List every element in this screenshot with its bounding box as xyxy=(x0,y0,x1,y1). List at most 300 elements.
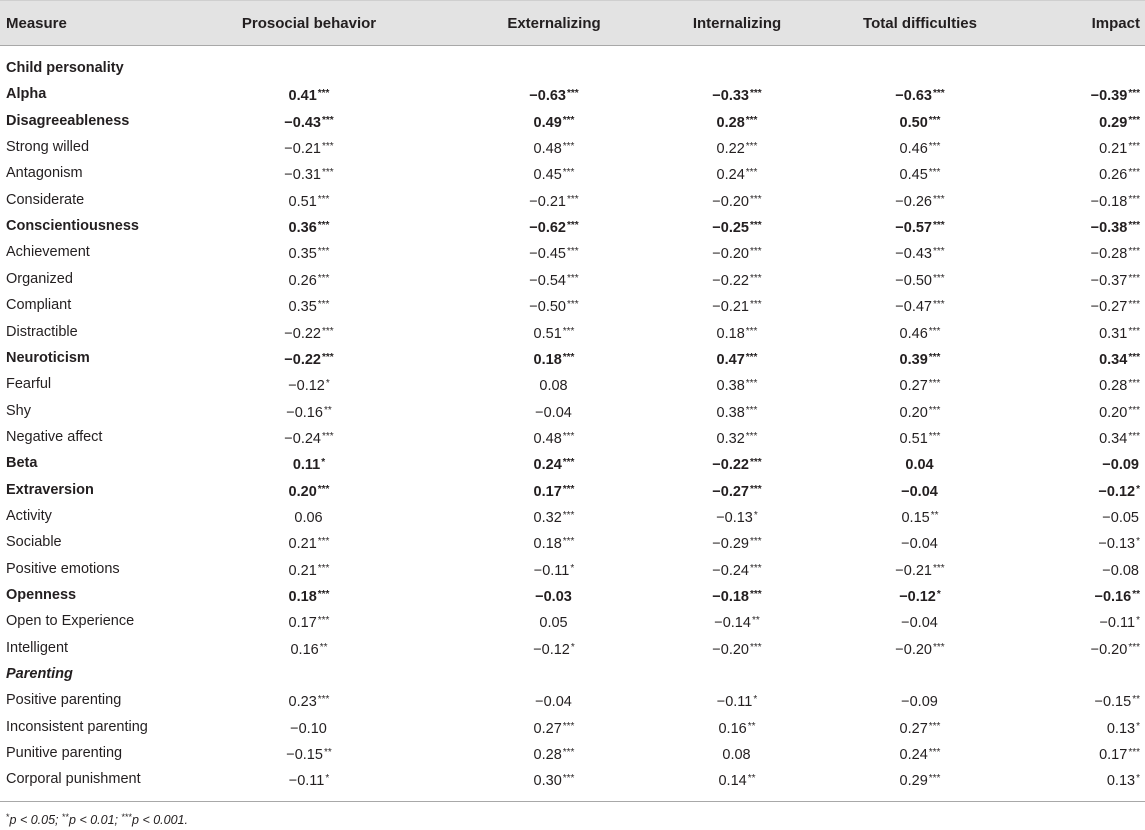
correlation-value: 0.27 xyxy=(899,378,928,395)
correlation-value: −0.31 xyxy=(284,167,321,184)
value-cell xyxy=(637,766,837,792)
value-group xyxy=(895,81,944,109)
table-row xyxy=(0,477,1145,503)
correlation-value: 0.32 xyxy=(716,430,745,447)
table-footnote xyxy=(6,809,188,828)
correlation-value: −0.04 xyxy=(901,483,938,500)
correlation-value: −0.54 xyxy=(529,272,566,289)
value-group xyxy=(534,529,575,557)
value-cell xyxy=(637,239,837,265)
correlation-value: −0.20 xyxy=(1090,641,1128,658)
measure-label: Antagonism xyxy=(6,165,83,182)
value-cell xyxy=(214,292,404,318)
value-cell xyxy=(1000,213,1140,239)
value-group xyxy=(289,187,330,215)
correlation-value: 0.17 xyxy=(288,615,317,632)
significance-stars: * xyxy=(325,378,330,390)
section-row xyxy=(0,661,1145,687)
value-group xyxy=(1099,424,1140,452)
value-cell xyxy=(637,424,837,450)
value-cell xyxy=(214,213,404,239)
value-cell xyxy=(214,187,404,213)
value-group xyxy=(289,556,330,584)
value-group xyxy=(290,635,327,663)
correlation-value: −0.24 xyxy=(284,430,321,447)
value-cell xyxy=(214,477,404,503)
value-cell xyxy=(1000,556,1140,582)
measure-label: Sociable xyxy=(6,534,62,551)
value-group xyxy=(712,635,761,663)
correlation-value: 0.21 xyxy=(1099,141,1128,158)
significance-stars: *** xyxy=(745,325,758,337)
significance-stars: *** xyxy=(1128,378,1140,390)
value-group xyxy=(284,108,333,136)
significance-stars: *** xyxy=(562,430,575,442)
value-cell xyxy=(818,687,1022,713)
value-cell xyxy=(214,266,404,292)
correlation-value: 0.29 xyxy=(899,773,928,790)
value-group xyxy=(900,345,941,373)
correlation-value: −0.20 xyxy=(712,641,749,658)
value-group xyxy=(1099,108,1140,136)
table-row xyxy=(0,740,1145,766)
significance-stars: *** xyxy=(750,589,762,600)
value-group xyxy=(1107,766,1140,794)
significance-stars: *** xyxy=(1128,88,1140,100)
value-cell xyxy=(637,450,837,476)
correlation-value: 0.20 xyxy=(899,404,928,421)
significance-stars: *** xyxy=(322,351,334,363)
measure-label: Neuroticism xyxy=(6,349,90,366)
significance-stars: *** xyxy=(1128,641,1140,653)
correlation-value: 0.49 xyxy=(533,114,562,131)
significance-stars: *** xyxy=(933,246,945,258)
correlation-value: 0.36 xyxy=(288,220,317,237)
correlation-value: −0.39 xyxy=(1090,88,1128,105)
significance-stars: * xyxy=(1136,720,1140,732)
correlation-value: 0.05 xyxy=(539,615,568,632)
significance-stars: *** xyxy=(562,483,575,495)
value-group xyxy=(289,608,330,636)
correlation-value: −0.22 xyxy=(284,351,321,368)
correlation-value: 0.26 xyxy=(288,272,317,289)
measure-label: Activity xyxy=(6,507,52,524)
value-group xyxy=(712,450,761,478)
value-group xyxy=(1095,687,1141,715)
table-row xyxy=(0,213,1145,239)
value-group xyxy=(539,608,568,636)
significance-stars: *** xyxy=(317,536,330,548)
measure-label: Achievement xyxy=(6,244,90,261)
measure-label: Punitive parenting xyxy=(6,745,123,762)
significance-stars: *** xyxy=(750,536,762,548)
value-cell xyxy=(1000,134,1140,160)
significance-stars: *** xyxy=(928,114,941,126)
value-cell xyxy=(637,371,837,397)
value-group xyxy=(895,266,944,294)
significance-stars: *** xyxy=(750,483,762,495)
significance-stars: *** xyxy=(317,483,330,495)
value-group xyxy=(895,292,944,320)
correlation-value: −0.12 xyxy=(533,641,570,658)
value-group xyxy=(1091,292,1140,320)
significance-stars: *** xyxy=(750,88,762,100)
correlation-value: 0.35 xyxy=(288,246,317,263)
value-group xyxy=(534,160,575,188)
value-cell xyxy=(818,424,1022,450)
significance-stars: *** xyxy=(317,88,330,100)
measure-label: Child personality xyxy=(6,60,124,76)
significance-stars: *** xyxy=(317,299,330,311)
correlation-value: 0.27 xyxy=(533,720,562,737)
correlation-value: 0.30 xyxy=(533,773,562,790)
value-group xyxy=(1095,582,1141,610)
value-group xyxy=(1098,529,1140,557)
correlation-value: −0.43 xyxy=(284,114,321,131)
significance-stars: *** xyxy=(317,562,330,574)
correlation-value: −0.12 xyxy=(899,589,936,605)
value-cell xyxy=(453,292,655,318)
value-group xyxy=(905,450,934,478)
significance-stars: *** xyxy=(322,114,334,126)
value-cell xyxy=(1000,292,1140,318)
significance-stars: *** xyxy=(317,220,330,232)
value-group xyxy=(717,134,758,162)
correlation-value: 0.45 xyxy=(899,167,928,184)
measure-label: Organized xyxy=(6,270,73,287)
significance-stars: *** xyxy=(567,193,579,205)
correlation-value: −0.50 xyxy=(895,272,932,289)
value-group xyxy=(289,239,330,267)
significance-stars: *** xyxy=(745,430,758,442)
value-group xyxy=(712,556,761,584)
value-group xyxy=(722,740,751,768)
correlation-value: 0.41 xyxy=(288,88,317,105)
value-group xyxy=(284,319,333,347)
significance-stars: ** xyxy=(1132,694,1140,706)
header-internalizing: Internalizing xyxy=(692,15,782,32)
significance-stars: ** xyxy=(323,747,332,759)
value-group xyxy=(529,213,578,241)
value-cell xyxy=(214,371,404,397)
significance-stars: *** xyxy=(750,299,762,311)
correlation-value: −0.12 xyxy=(1098,483,1136,500)
value-cell xyxy=(818,266,1022,292)
significance-stars: *** xyxy=(317,694,330,706)
significance-stars: *** xyxy=(933,88,945,100)
significance-stars: *** xyxy=(750,641,762,653)
value-cell xyxy=(1000,160,1140,186)
value-group xyxy=(289,81,330,109)
measure-label: Compliant xyxy=(6,297,72,314)
measure-label: Openness xyxy=(6,587,77,603)
value-group xyxy=(901,529,939,557)
value-cell xyxy=(1000,319,1140,345)
significance-stars: *** xyxy=(745,378,758,390)
correlation-value: 0.13 xyxy=(1106,773,1136,790)
value-cell xyxy=(818,398,1022,424)
correlation-value: 0.21 xyxy=(288,562,317,579)
value-cell xyxy=(214,503,404,529)
correlation-value: −0.43 xyxy=(895,246,932,263)
measure-label: Distractible xyxy=(6,323,78,340)
correlation-value: 0.18 xyxy=(533,536,562,553)
value-group xyxy=(290,714,328,742)
value-cell xyxy=(818,108,1022,134)
significance-stars: *** xyxy=(933,272,945,284)
measure-label: Inconsistent parenting xyxy=(6,718,148,735)
significance-stars: *** xyxy=(562,747,575,759)
value-cell xyxy=(818,714,1022,740)
bottom-rule xyxy=(0,801,1145,802)
correlation-value: −0.11 xyxy=(288,773,325,790)
value-group xyxy=(535,582,573,610)
correlation-value: −0.45 xyxy=(529,246,566,263)
value-group xyxy=(717,319,758,347)
value-cell xyxy=(214,108,404,134)
measure-label: Disagreeableness xyxy=(6,112,130,129)
correlation-value: 0.08 xyxy=(539,378,568,395)
value-cell xyxy=(1000,766,1140,792)
value-group xyxy=(289,529,330,557)
value-cell xyxy=(1000,608,1140,634)
value-group xyxy=(901,477,939,505)
value-group xyxy=(717,371,758,399)
significance-stars: ** xyxy=(930,509,939,521)
value-group xyxy=(535,398,573,426)
correlation-value: −0.63 xyxy=(895,88,932,105)
value-cell xyxy=(214,160,404,186)
significance-stars: *** xyxy=(317,272,330,284)
table-row xyxy=(0,503,1145,529)
correlation-value: 0.20 xyxy=(288,483,317,500)
significance-stars: *** xyxy=(750,220,762,232)
correlation-value: 0.29 xyxy=(1099,114,1128,131)
correlation-value: −0.20 xyxy=(712,193,749,210)
significance-stars: *** xyxy=(562,114,575,126)
header-measure: Measure xyxy=(6,15,67,32)
value-cell xyxy=(637,134,837,160)
value-cell xyxy=(453,398,655,424)
value-cell xyxy=(214,319,404,345)
correlation-value: −0.22 xyxy=(712,457,749,474)
significance-stars: *** xyxy=(1128,246,1140,258)
significance-stars: *** xyxy=(928,404,941,416)
value-group xyxy=(284,424,333,452)
significance-stars: * xyxy=(570,562,575,574)
table-row xyxy=(0,160,1145,186)
correlation-value: −0.50 xyxy=(529,299,566,316)
significance-stars: *** xyxy=(1128,430,1140,442)
value-cell xyxy=(818,319,1022,345)
value-cell xyxy=(214,635,404,661)
value-cell xyxy=(637,266,837,292)
value-cell xyxy=(818,292,1022,318)
significance-stars: *** xyxy=(928,325,941,337)
value-group xyxy=(534,345,575,373)
correlation-value: −0.09 xyxy=(1102,457,1139,474)
value-cell xyxy=(818,160,1022,186)
correlation-value: 0.23 xyxy=(288,694,317,711)
value-cell xyxy=(637,398,837,424)
correlation-value: 0.50 xyxy=(899,114,928,131)
significance-stars: * xyxy=(1136,615,1140,627)
value-group xyxy=(529,81,578,109)
correlation-value: 0.04 xyxy=(905,457,934,474)
correlation-value: −0.12 xyxy=(288,378,325,395)
value-cell xyxy=(453,635,655,661)
value-group xyxy=(534,108,575,136)
header-prosocial: Prosocial behavior xyxy=(241,15,377,32)
value-group xyxy=(712,187,761,215)
value-cell xyxy=(637,582,837,608)
value-group xyxy=(529,266,578,294)
value-cell xyxy=(637,740,837,766)
value-cell xyxy=(637,81,837,107)
value-group xyxy=(286,398,332,426)
measure-label: Extraversion xyxy=(6,481,94,498)
footnote-text-1: p < 0.05; xyxy=(9,813,62,827)
value-group xyxy=(539,371,568,399)
table-row xyxy=(0,687,1145,713)
value-group xyxy=(717,345,758,373)
footnote-text-3: p < 0.001. xyxy=(132,813,188,827)
correlation-value: −0.62 xyxy=(529,220,566,237)
value-group xyxy=(717,398,758,426)
header-total-difficulties: Total difficulties xyxy=(863,15,977,32)
correlation-value: 0.38 xyxy=(716,404,745,421)
value-cell xyxy=(453,319,655,345)
value-group xyxy=(289,213,330,241)
value-cell xyxy=(818,608,1022,634)
value-cell xyxy=(214,239,404,265)
value-group xyxy=(718,766,755,794)
correlation-value: −0.33 xyxy=(712,88,749,105)
value-group xyxy=(289,687,330,715)
significance-stars: *** xyxy=(750,562,762,574)
value-cell xyxy=(637,477,837,503)
correlation-value: 0.11 xyxy=(292,457,321,474)
value-cell xyxy=(1000,371,1140,397)
value-group xyxy=(900,766,941,794)
significance-stars: *** xyxy=(928,351,941,363)
correlation-value: −0.29 xyxy=(712,536,749,553)
significance-stars: *** xyxy=(750,246,762,258)
value-cell xyxy=(214,398,404,424)
table-row xyxy=(0,529,1145,555)
table-row xyxy=(0,450,1145,476)
significance-stars: *** xyxy=(567,246,579,258)
value-group xyxy=(900,714,941,742)
measure-label: Fearful xyxy=(6,376,52,393)
significance-stars: *** xyxy=(933,641,945,653)
correlation-value: 0.18 xyxy=(288,589,317,605)
correlation-value: 0.51 xyxy=(899,430,928,447)
value-group xyxy=(1102,450,1140,478)
correlation-value: 0.51 xyxy=(533,325,562,342)
correlation-value: −0.26 xyxy=(895,193,932,210)
value-group xyxy=(529,187,578,215)
measure-label: Alpha xyxy=(6,86,47,103)
correlation-value: −0.47 xyxy=(895,299,932,316)
value-cell xyxy=(637,503,837,529)
significance-stars: ** xyxy=(319,641,328,653)
value-cell xyxy=(214,81,404,107)
value-cell xyxy=(637,345,837,371)
value-group xyxy=(289,766,330,794)
value-group xyxy=(286,740,332,768)
correlation-value: 0.28 xyxy=(1099,378,1128,395)
correlation-value: 0.39 xyxy=(899,351,928,368)
correlation-value: 0.46 xyxy=(899,325,928,342)
value-cell xyxy=(1000,266,1140,292)
value-cell xyxy=(1000,635,1140,661)
value-cell xyxy=(214,687,404,713)
value-cell xyxy=(637,187,837,213)
value-group xyxy=(534,134,575,162)
correlation-value: 0.27 xyxy=(899,720,928,737)
value-group xyxy=(712,477,761,505)
value-group xyxy=(534,503,575,531)
value-group xyxy=(895,239,944,267)
table-row xyxy=(0,266,1145,292)
value-cell xyxy=(637,714,837,740)
significance-stars: ** xyxy=(751,615,760,627)
value-cell xyxy=(1000,239,1140,265)
measure-label: Corporal punishment xyxy=(6,771,141,788)
value-cell xyxy=(453,424,655,450)
correlation-value: −0.27 xyxy=(712,483,749,500)
significance-stars: *** xyxy=(928,430,941,442)
significance-stars: * xyxy=(753,509,758,521)
value-group xyxy=(289,582,330,610)
table-row xyxy=(0,371,1145,397)
value-group xyxy=(534,450,575,478)
significance-stars: *** xyxy=(928,720,941,732)
significance-stars: *** xyxy=(562,457,575,469)
significance-stars: *** xyxy=(562,536,575,548)
value-cell xyxy=(818,81,1022,107)
significance-stars: *** xyxy=(562,167,575,179)
value-group xyxy=(900,371,941,399)
value-cell xyxy=(637,108,837,134)
correlation-value: −0.14 xyxy=(714,615,751,632)
measure-label: Positive emotions xyxy=(6,560,120,577)
significance-stars: *** xyxy=(1128,351,1140,363)
table-row xyxy=(0,108,1145,134)
correlation-value: −0.20 xyxy=(712,246,749,263)
correlation-value: 0.20 xyxy=(1099,404,1128,421)
value-group xyxy=(533,635,575,663)
value-group xyxy=(717,160,758,188)
significance-stars: *** xyxy=(317,246,330,258)
value-cell xyxy=(637,292,837,318)
measure-label: Open to Experience xyxy=(6,613,135,630)
correlation-value: 0.38 xyxy=(716,378,745,395)
value-group xyxy=(895,213,944,241)
value-cell xyxy=(818,477,1022,503)
value-group xyxy=(712,213,761,241)
significance-stars: *** xyxy=(928,167,941,179)
significance-stars: *** xyxy=(928,141,941,153)
value-group xyxy=(718,714,755,742)
correlation-value: 0.06 xyxy=(294,509,323,526)
value-cell xyxy=(453,187,655,213)
value-group xyxy=(1091,635,1140,663)
value-cell xyxy=(453,766,655,792)
value-cell xyxy=(453,239,655,265)
value-cell xyxy=(637,529,837,555)
